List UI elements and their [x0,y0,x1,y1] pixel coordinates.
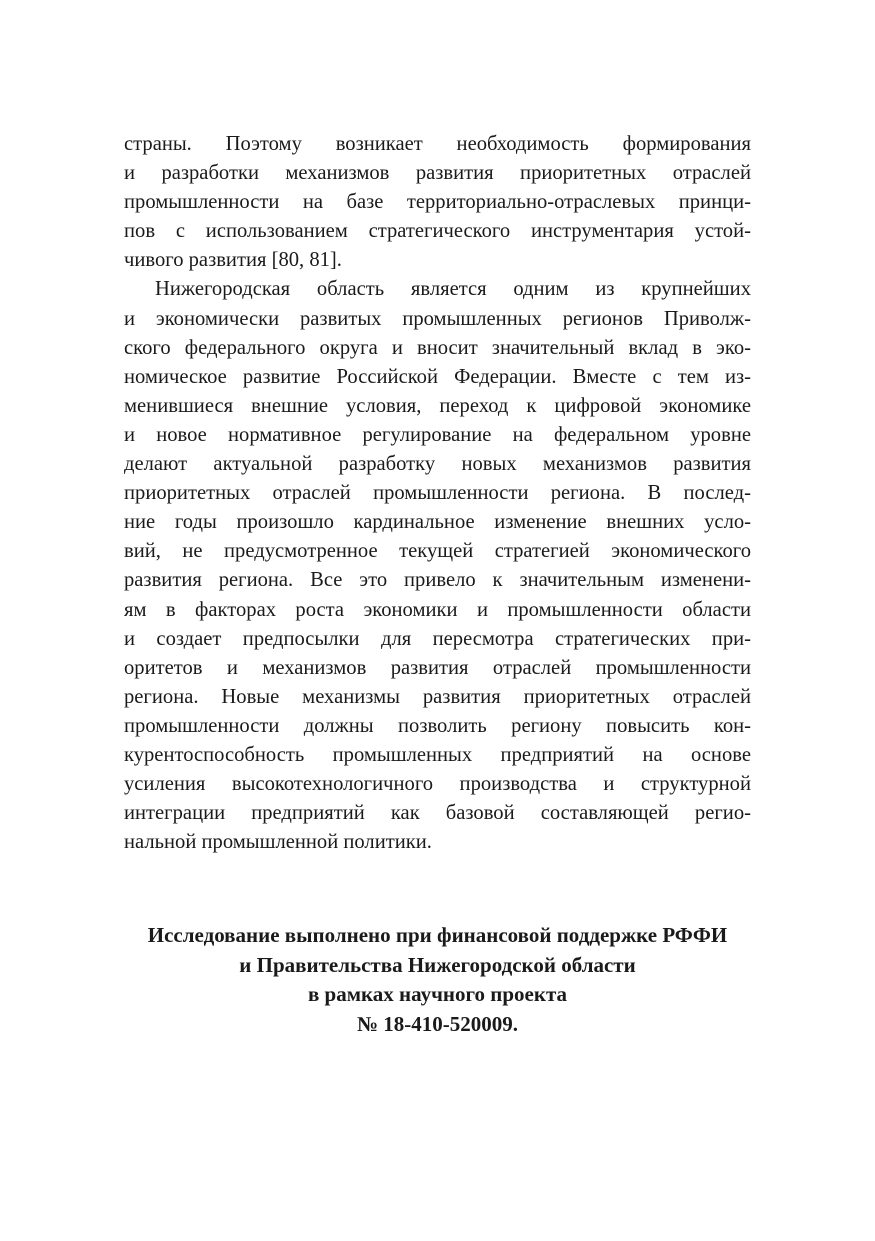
project-number: № 18-410-520009. [356,1011,519,1036]
funding-note [100,921,775,1039]
text-line: ние годы произошло кардинальное изменение внешних усло- [124,511,751,534]
text-line: промышленности должны позволить региону повысить кон- [124,714,751,737]
text-line: пов с использованием стратегического инструментария устой- [124,220,751,243]
text-line: и разработки механизмов развития приоритетных отраслей [124,162,751,185]
text-line: чивого развития [80, 81]. [124,249,342,272]
funding-line: и Правительства Нижегородской области [239,952,636,977]
funding-line: в рамках научного проекта [307,982,568,1007]
text-line: менившиеся внешние условия, переход к цифровой экономике [124,394,751,417]
funding-line: Исследование выполнено при финансовой поддержке РФФИ [147,923,728,947]
text-line: нальной промышленной политики. [124,831,432,854]
text-line: региона. Новые механизмы развития приоритетных отраслей [124,685,751,708]
text-line: оритетов и механизмов развития отраслей промышленности [124,656,751,679]
text-line: приоритетных отраслей промышленности региона. В послед- [124,482,751,505]
text-line: вий, не предусмотренное текущей стратегией экономического [124,540,751,563]
text-line: развития региона. Все это привело к значительным изменени- [124,569,751,592]
text-line: интеграции предприятий как базовой составляющей регио- [124,802,751,825]
text-line: и создает предпосылки для пересмотра стратегических при- [124,627,751,650]
text-line: ского федерального округа и вносит значительный вклад в эко- [124,336,751,359]
text-line: промышленности на базе территориально-отраслевых принци- [124,191,751,214]
text-line: страны. Поэтому возникает необходимость формирования [124,133,751,155]
text-line: и новое нормативное регулирование на федеральном уровне [124,423,751,446]
text-line: усиления высокотехнологичного производства и структурной [124,773,751,796]
body-text [124,130,751,857]
text-line: курентоспособность промышленных предприятий на основе [124,743,751,766]
text-line: делают актуальной разработку новых механизмов развития [124,453,751,476]
text-line: Нижегородская область является одним из крупнейших [155,278,751,301]
text-line: и экономически развитых промышленных регионов Приволж- [124,307,751,330]
text-line: ям в факторах роста экономики и промышленности области [124,598,751,621]
text-line: номическое развитие Российской Федерации. Вместе с тем из- [124,365,751,388]
